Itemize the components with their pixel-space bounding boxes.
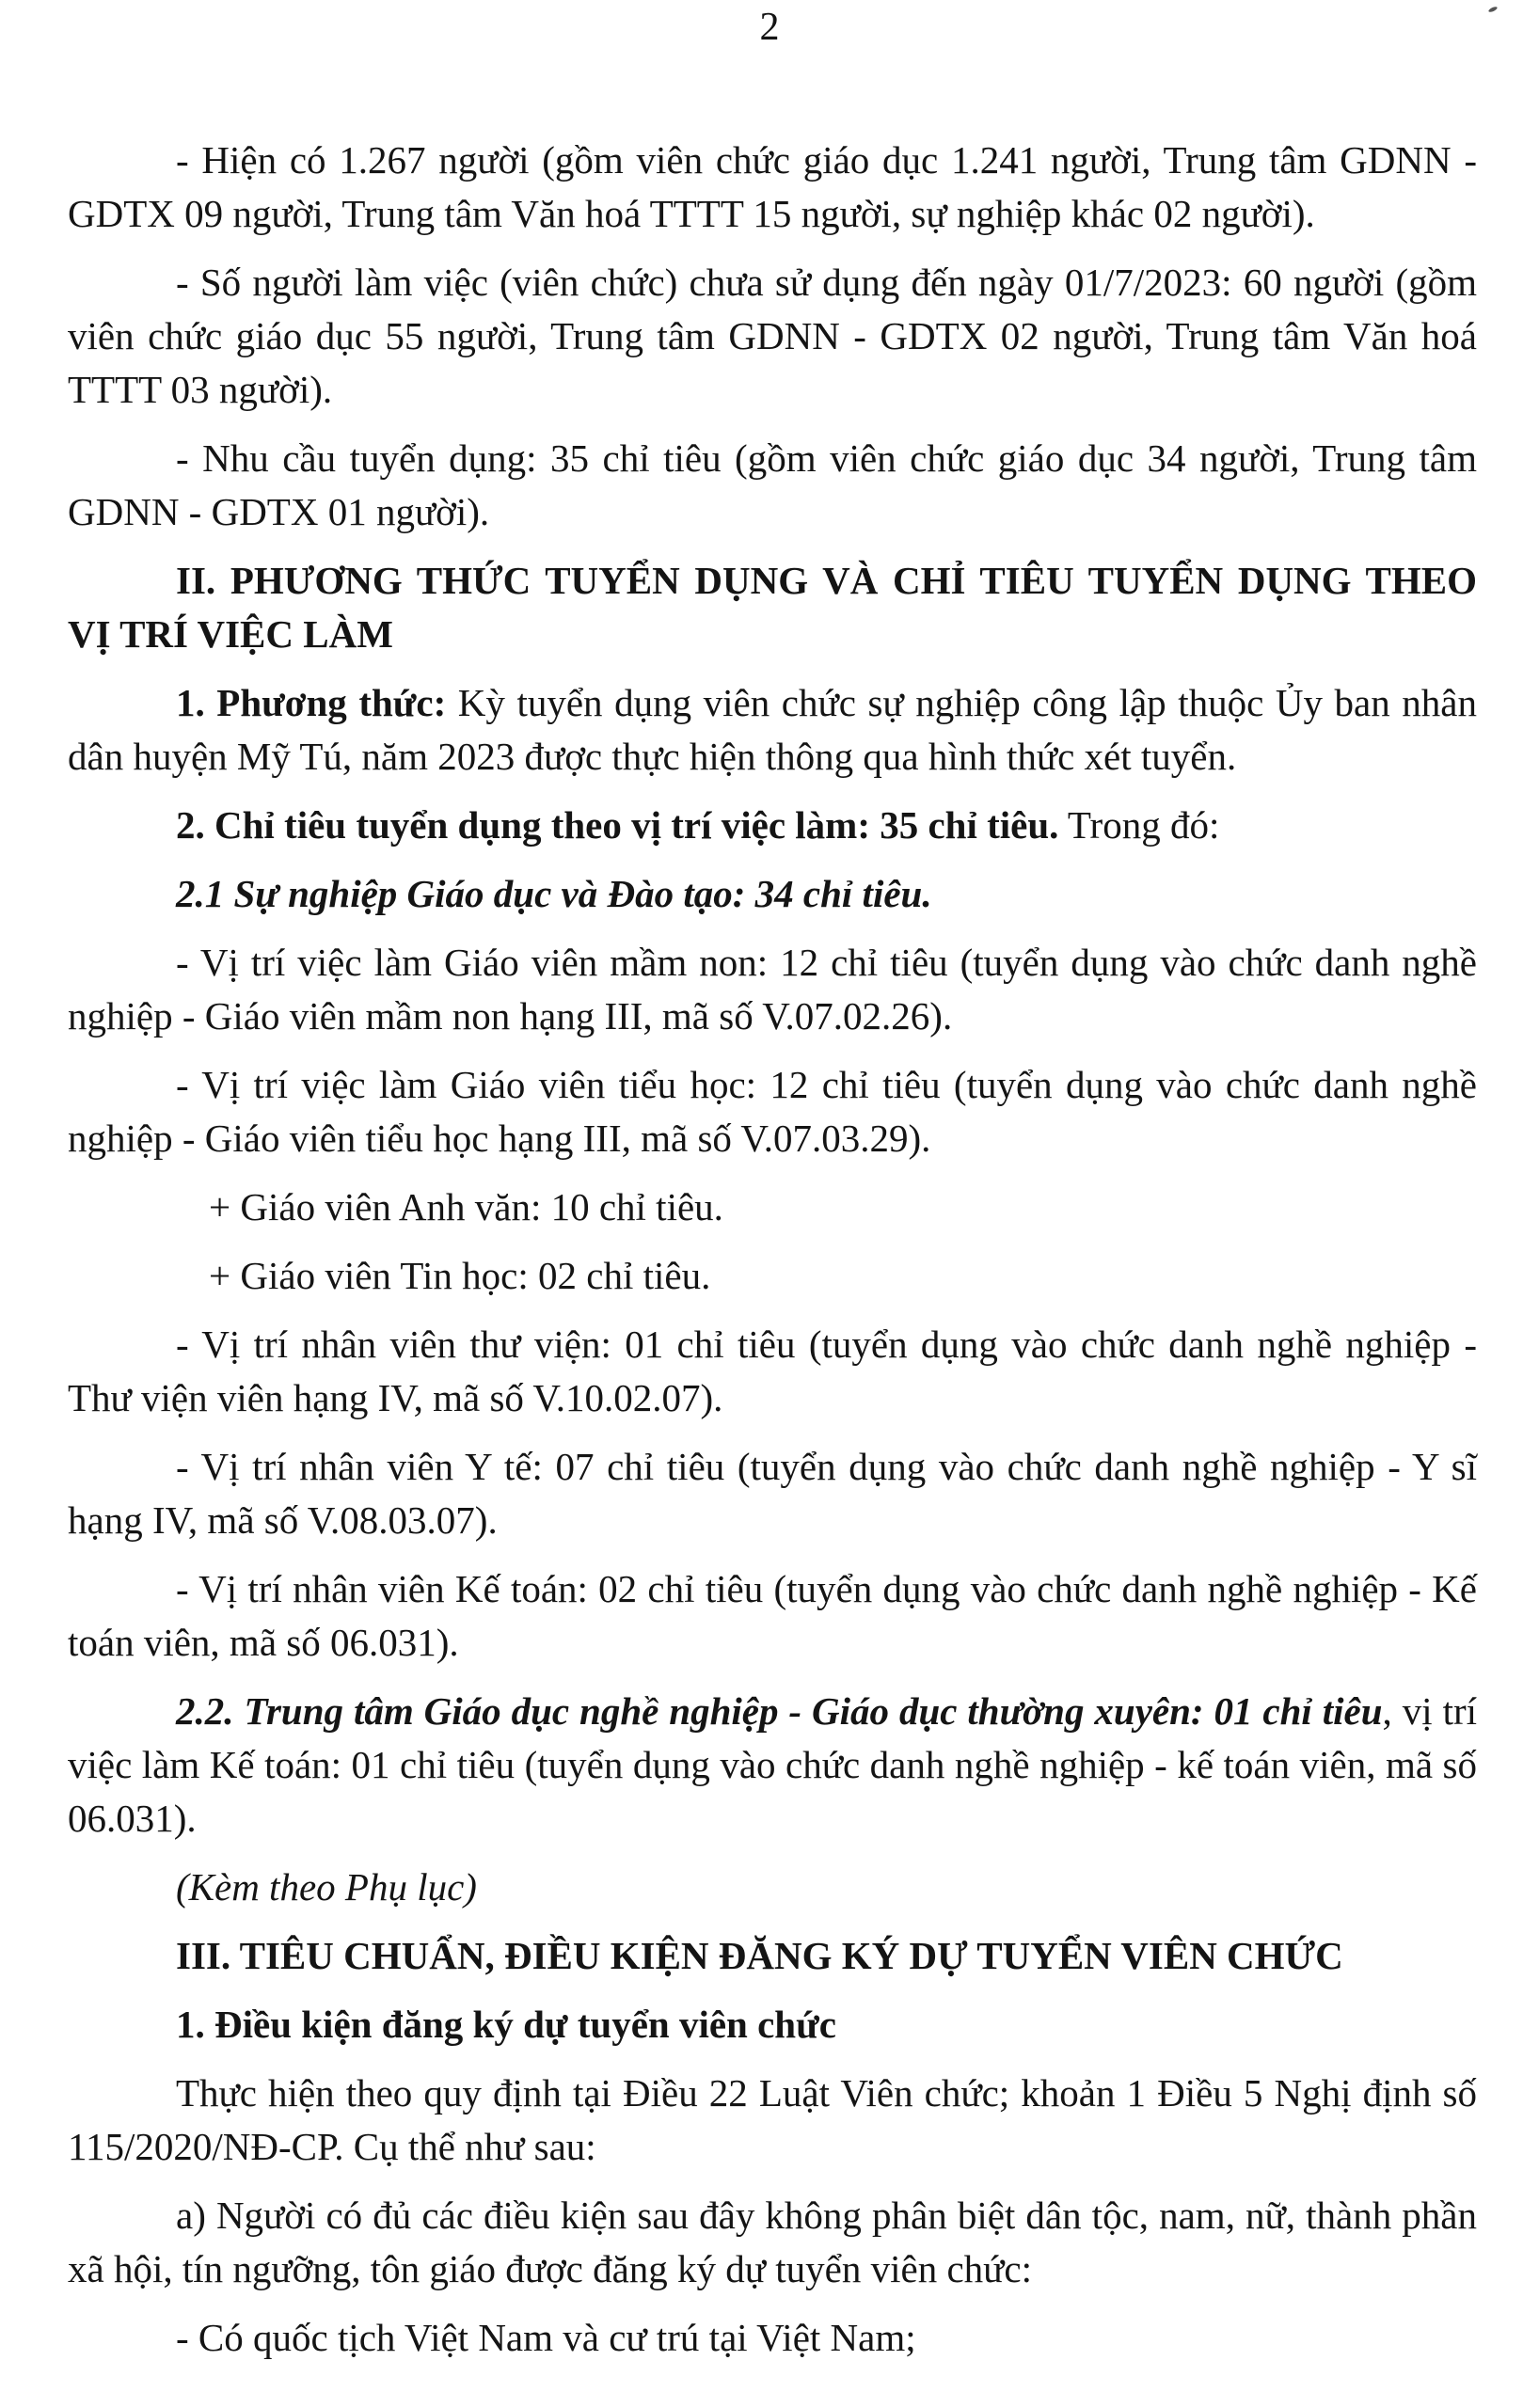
method-label: 1. Phương thức:: [176, 681, 447, 724]
paragraph-nationality: - Có quốc tịch Việt Nam và cư trú tại Việt Nam;: [176, 2316, 916, 2359]
document-body: [68, 134, 1477, 2380]
paragraph-unused-staff: - Số người làm việc (viên chức) chưa sử dụng đến ngày 01/7/2023: 60 người (gồm viên chức giáo dục 55 người, Trung tâm GDNN - GDTX 02 người, Trung tâm Văn hoá TTTT 03 người).: [68, 261, 1477, 411]
section-heading-ii: II. PHƯƠNG THỨC TUYỂN DỤNG VÀ CHỈ TIÊU TUYỂN DỤNG THEO VỊ TRÍ VIỆC LÀM: [68, 559, 1477, 656]
paragraph-current-staff: - Hiện có 1.267 người (gồm viên chức giáo dục 1.241 người, Trung tâm GDNN - GDTX 09 người, Trung tâm Văn hoá TTTT 15 người, sự nghiệp khác 02 người).: [68, 138, 1477, 235]
paragraph-eligibility: a) Người có đủ các điều kiện sau đây không phân biệt dân tộc, nam, nữ, thành phần xã hội, tín ngưỡng, tôn giáo được đăng ký dự tuyển viên chức:: [68, 2194, 1477, 2290]
section-heading-iii: III. TIÊU CHUẨN, ĐIỀU KIỆN ĐĂNG KÝ DỰ TUYỂN VIÊN CHỨC: [176, 1934, 1343, 1977]
quota-label: 2. Chỉ tiêu tuyển dụng theo vị trí việc làm: 35 chỉ tiêu.: [176, 803, 1059, 847]
paragraph-vocational-center: [68, 1685, 1477, 1846]
quota-text: Trong đó:: [1058, 803, 1220, 847]
paragraph-method: [68, 676, 1477, 784]
paragraph-preschool-teacher: - Vị trí việc làm Giáo viên mầm non: 12 chỉ tiêu (tuyển dụng vào chức danh nghề nghiệp - Giáo viên mầm non hạng III, mã số V.07.02.26).: [68, 941, 1477, 1038]
paragraph-english-teacher: + Giáo viên Anh văn: 10 chỉ tiêu.: [209, 1185, 723, 1228]
paragraph-primary-teacher: - Vị trí việc làm Giáo viên tiểu học: 12 chỉ tiêu (tuyển dụng vào chức danh nghề nghiệp - Giáo viên tiểu học hạng III, mã số V.07.03.29).: [68, 1063, 1477, 1160]
paragraph-medical-staff: - Vị trí nhân viên Y tế: 07 chỉ tiêu (tuyển dụng vào chức danh nghề nghiệp - Y sĩ hạng IV, mã số V.08.03.07).: [68, 1445, 1477, 1542]
subsection-education: 2.1 Sự nghiệp Giáo dục và Đào tạo: 34 chỉ tiêu.: [176, 872, 932, 915]
paragraph-accountant: - Vị trí nhân viên Kế toán: 02 chỉ tiêu (tuyển dụng vào chức danh nghề nghiệp - Kế toán viên, mã số 06.031).: [68, 1567, 1477, 1664]
paragraph-recruitment-need: - Nhu cầu tuyển dụng: 35 chỉ tiêu (gồm viên chức giáo dục 34 người, Trung tâm GDNN - GDTX 01 người).: [68, 436, 1477, 533]
subsection-heading-conditions: 1. Điều kiện đăng ký dự tuyển viên chức: [176, 2003, 836, 2046]
paragraph-librarian: - Vị trí nhân viên thư viện: 01 chỉ tiêu (tuyển dụng vào chức danh nghề nghiệp - Thư viện viên hạng IV, mã số V.10.02.07).: [68, 1323, 1477, 1419]
paragraph-regulation: Thực hiện theo quy định tại Điều 22 Luật Viên chức; khoản 1 Điều 5 Nghị định số 115/2020/NĐ-CP. Cụ thể như sau:: [68, 2071, 1477, 2168]
vocational-center-text: , vị trí việc làm Kế toán: 01 chỉ tiêu (tuyển dụng vào chức danh nghề nghiệp - kế toán viên, mã số 06.031).: [68, 1689, 1478, 1840]
paragraph-appendix-note: (Kèm theo Phụ lục): [176, 1865, 477, 1909]
page-number: 2: [759, 6, 780, 49]
paragraph-it-teacher: + Giáo viên Tin học: 02 chỉ tiêu.: [209, 1254, 711, 1297]
method-text: Kỳ tuyển dụng viên chức sự nghiệp công lập thuộc Ủy ban nhân dân huyện Mỹ Tú, năm 2023 được thực hiện thông qua hình thức xét tuyển.: [68, 681, 1477, 778]
vocational-center-label: 2.2. Trung tâm Giáo dục nghề nghiệp - Giáo dục thường xuyên: 01 chỉ tiêu: [176, 1689, 1383, 1733]
paragraph-quota: [68, 799, 1477, 852]
